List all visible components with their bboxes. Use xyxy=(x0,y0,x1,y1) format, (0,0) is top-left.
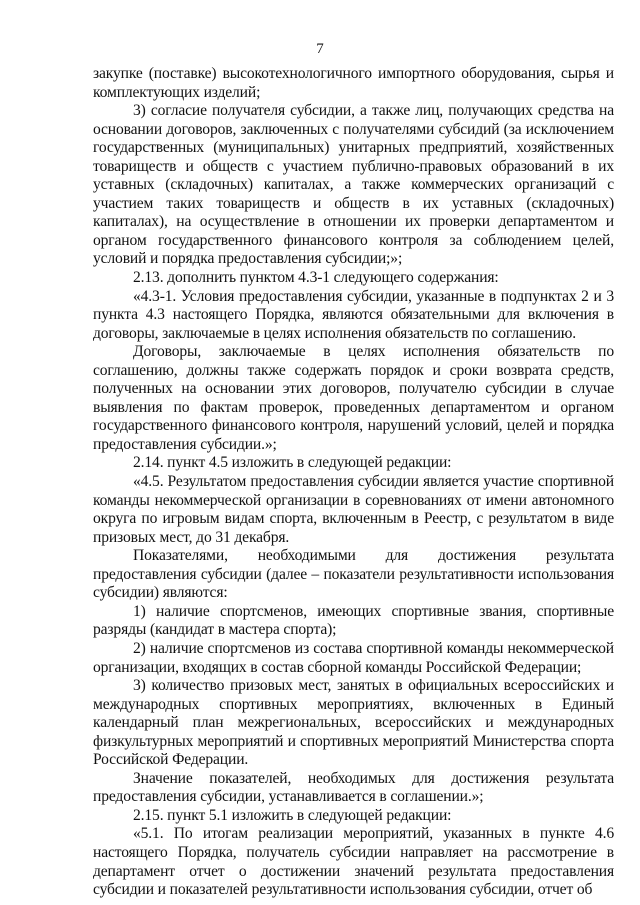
paragraph: 1) наличие спортсменов, имеющих спортивные звания, спортивные разряды (кандидат в мастера спорта); xyxy=(93,602,614,639)
paragraph: «4.3-1. Условия предоставления субсидии, указанные в подпунктах 2 и 3 пункта 4.3 настоящего Порядка, являются обязательными для включения в договоры, заключаемые в целях исполнения обязательств по соглашению. xyxy=(93,287,614,342)
paragraph: 2.14. пункт 4.5 изложить в следующей редакции: xyxy=(133,454,452,472)
paragraph: 3) количество призовых мест, занятых в официальных всероссийских и международных спортивных мероприятиях, включенных в Единый календарный план межрегиональных, всероссийских и международных физкультурных мероприятий и спортивных мероприятий Министерства спорта Российской Федерации. xyxy=(93,677,614,769)
paragraph: Значение показателей, необходимых для достижения результата предоставления субсидии, устанавливается в соглашении.»; xyxy=(93,769,614,806)
document-body xyxy=(93,65,614,900)
page-number: 7 xyxy=(316,41,324,57)
paragraph: «4.5. Результатом предоставления субсидии является участие спортивной команды некоммерческой организации в соревнованиях от имени автономного округа по игровым видам спорта, включенным в Реестр, с результатом в виде призовых мест, до 31 декабря. xyxy=(93,473,614,546)
paragraph: Договоры, заключаемые в целях исполнения обязательств по соглашению, должны также содержать порядок и сроки возврата средств, полученных на основании этих договоров, получателю субсидии в случае выявления по фактам проверок, проведенных департаментом и органом государственного финансового контроля, нарушений условий, целей и порядка предоставления субсидии.»; xyxy=(93,343,614,453)
paragraph: Показателями, необходимыми для достижения результата предоставления субсидии (далее – показатели результативности использования субсидии) являются: xyxy=(93,547,614,602)
paragraph: 2.13. дополнить пунктом 4.3-1 следующего содержания: xyxy=(133,269,499,287)
paragraph: закупке (поставке) высокотехнологичного импортного оборудования, сырья и комплектующих изделий; xyxy=(93,65,614,101)
paragraph: 3) согласие получателя субсидии, а также лиц, получающих средства на основании договоров, заключенных с получателями субсидий (за исключением государственных (муниципальных) унитарных предприятий, хозяйственных товариществ и обществ с участием публично-правовых образований в их уставных (складочных) капиталах, а также коммерческих организаций с участием таких товариществ и обществ в их уставных (складочных) капиталах), на осуществление в отношении их проверки департаментом и органом государственного финансового контроля за соблюдением целей, условий и порядка предоставления субсидии;»; xyxy=(93,102,614,268)
paragraph: 2.15. пункт 5.1 изложить в следующей редакции: xyxy=(133,806,452,824)
paragraph: «5.1. По итогам реализации мероприятий, указанных в пункте 4.6 настоящего Порядка, получатель субсидии направляет на рассмотрение в департамент отчет о достижении значений результата предоставления субсидии и показателей результативности использования субсидии, отчет об xyxy=(93,825,614,899)
paragraph: 2) наличие спортсменов из состава спортивной команды некоммерческой организации, входящих в состав сборной команды Российской Федерации; xyxy=(93,639,614,676)
